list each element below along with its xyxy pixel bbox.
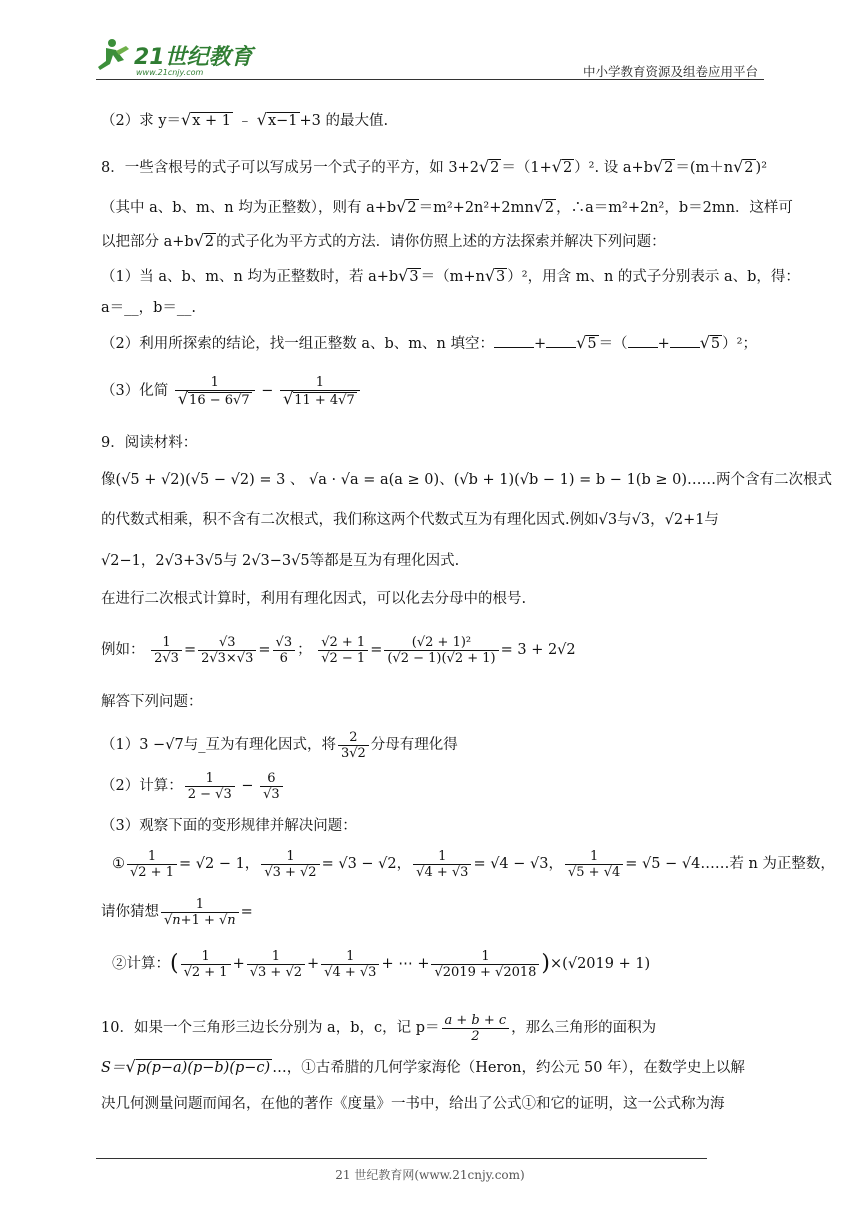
q7-part2: （2）求 y＝√x + 1 ﹣ √x−1 +3 的最大值. bbox=[101, 110, 389, 129]
q8-part1-answer: a＝__，b＝__. bbox=[101, 300, 197, 316]
q10-line2: S＝√p(p−a)(p−b)(p−c) …，①古希腊的几何学家海伦（Heron，约公元 50 年），在数学史上以解 bbox=[101, 1057, 745, 1076]
q9-part2: （2）计算： $\frac{1}{2 - √3}$ − $\frac{6}{√3}$ bbox=[101, 766, 285, 806]
q9-solve: 解答下列问题： bbox=[101, 694, 203, 710]
q10-line1: 10．如果一个三角形三边长分别为 a，b，c，记 p＝ $\frac{a + b + c}{2}$ ，那么三角形的面积为 bbox=[101, 1012, 657, 1044]
footer-text: 21 世纪教育网(www.21cnjy.com) bbox=[335, 1168, 525, 1182]
q9-part3-compute: ②计算：( $\frac{1}{√2 + 1}$ + $\frac{1}{√3 + √2}$ + $\frac{1}{√4 + √3}$ + ⋯ + $\frac{1}{√2019 + √2018}$ )×(√2019 + 1) bbox=[112, 948, 651, 980]
q9-line3: √2−1，2√3+3√5与 2√3−3√5等都是互为有理化因式. bbox=[101, 553, 460, 569]
q8-line2: （其中 a、b、m、n 均为正整数），则有 a+b√2 ＝m²+2n²+2mn√2 ，∴a＝m²+2n²，b＝2mn．这样可 bbox=[101, 197, 793, 216]
platform-name: 中小学教育资源及组卷应用平台 bbox=[582, 64, 758, 79]
q8-part3: （3）化简 $\frac{1}{√16 - 6√7}$ − $\frac{1}{√11 + 4√7}$ bbox=[101, 371, 362, 411]
q9-part3-guess: 请你猜想 $\frac{1}{√n+1 + √n}$ = bbox=[101, 896, 253, 928]
footer-divider bbox=[96, 1158, 707, 1159]
q9-line1: 像(√5 + √2)(√5 − √2) = 3 、 √a · √a = a(a ≥ 0)、(√b + 1)(√b − 1) = b − 1(b ≥ 0)……两个含有二次根式 bbox=[101, 472, 832, 488]
q9-part1: （1）3 −√7与_互为有理化因式，将 $\frac{2}{3√2}$ 分母有理化得 bbox=[101, 729, 458, 761]
q9-title: 9．阅读材料： bbox=[101, 435, 198, 451]
q9-example: 例如： $\frac{1}{2√3}$ = $\frac{√3}{2√3\times√3}$ = $\frac{√3}{6}$ ； $\frac{√2 + 1}{√2 - 1}$ = $\frac{\text{(√2 + 1)²}}{(√2 - 1)(√2 + 1)}$ = 3 + 2√2 bbox=[101, 634, 576, 666]
page-header bbox=[96, 32, 764, 80]
q8-line1: 8．一些含根号的式子可以写成另一个式子的平方，如 3+2√2 ＝（1+√2 ）². 设 a+b√2 ＝(m＋n√2 )² bbox=[101, 157, 768, 176]
q10-line3: 决几何测量问题而闻名，在他的著作《度量》一书中，给出了公式①和它的证明，这一公式称为海 bbox=[101, 1096, 725, 1112]
q9-part3-pattern: ① $\frac{1}{√2 + 1}$ = √2 − 1， $\frac{1}{√3 + √2}$ = √3 − √2， $\frac{1}{√4 + √3}$ = √4 − √3， $\frac{1}{√5 + √4}$ = √5 − √4……若 n 为正整数， bbox=[112, 848, 835, 880]
q8-line3: 以把部分 a+b√2 的式子化为平方式的方法．请你仿照上述的方法探索并解决下列问题： bbox=[101, 231, 666, 250]
21cnjy-logo bbox=[96, 34, 266, 78]
q9-part3: （3）观察下面的变形规律并解决问题： bbox=[101, 818, 357, 834]
q8-part2: （2）利用所探索的结论，找一组正整数 a、b、m、n 填空： + √5 ＝（ + √5 ）²； bbox=[101, 333, 757, 352]
header-divider bbox=[96, 79, 764, 80]
q9-line4: 在进行二次根式计算时，利用有理化因式，可以化去分母中的根号. bbox=[101, 591, 527, 607]
q9-line2: 的代数式相乘，积不含有二次根式，我们称这两个代数式互为有理化因式.例如√3与√3，√2+1与 bbox=[101, 512, 719, 528]
q8-part1: （1）当 a、b、m、n 均为正整数时，若 a+b√3 ＝（m+n√3 ）²，用含 m、n 的式子分别表示 a、b，得： bbox=[101, 266, 800, 285]
svg-text:21世纪教育: 21世纪教育 bbox=[134, 45, 253, 70]
svg-text:www.21cnjy.com: www.21cnjy.com bbox=[136, 68, 204, 77]
